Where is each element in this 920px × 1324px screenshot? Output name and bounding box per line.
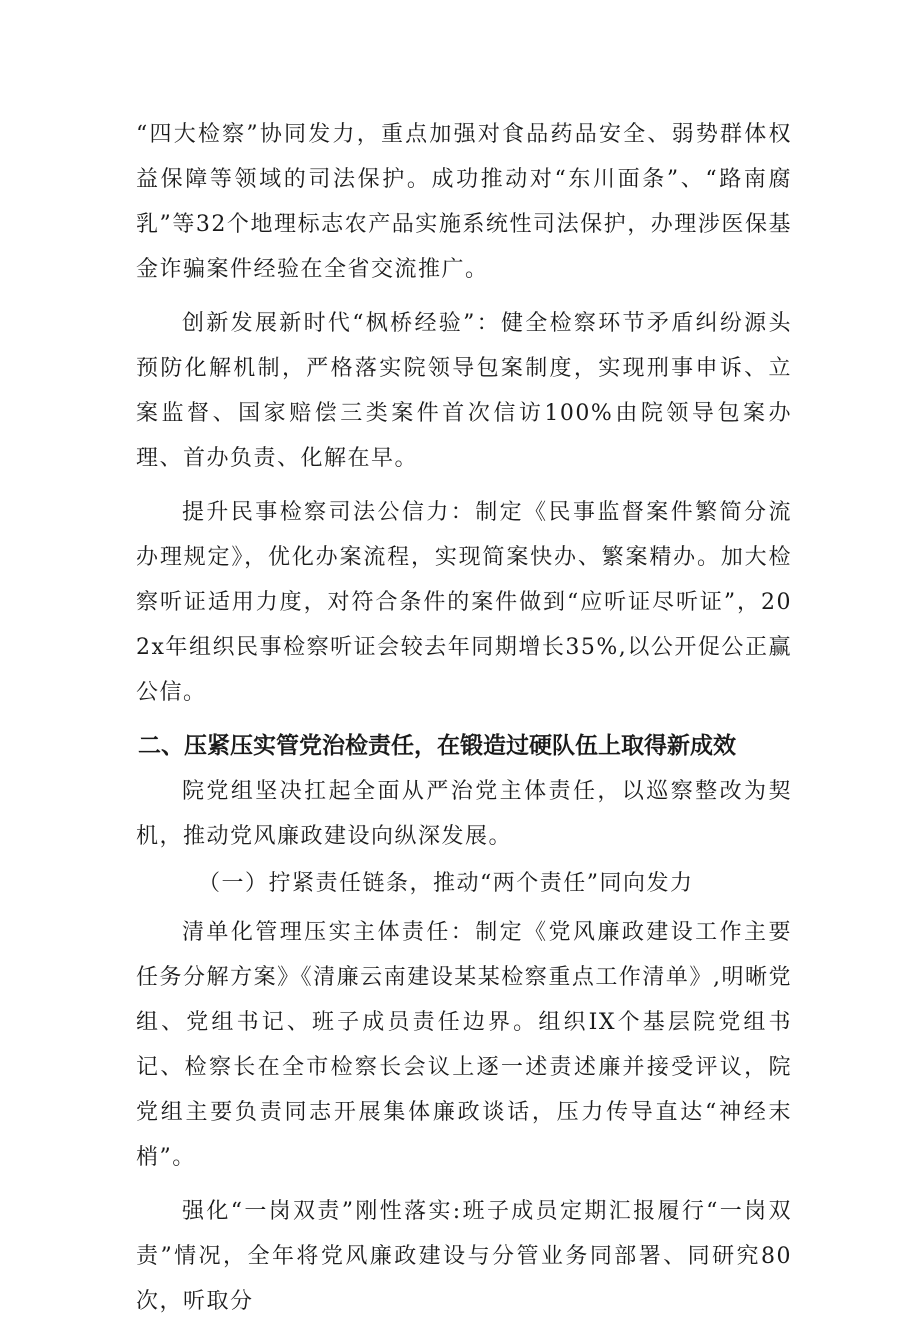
paragraph-one-post-two-duties: 强化“一岗双责”刚性落实:班子成员定期汇报履行“一岗双责”情况，全年将党风廉政建设与分管业务同部署、同研究80次，听取分 (136, 1199, 792, 1314)
document-body (136, 112, 792, 1324)
paragraph-fengqiao-experience: 创新发展新时代“枫桥经验”：健全检察环节矛盾纠纷源头预防化解机制，严格落实院领导包案制度，实现刑事申诉、立案监督、国家赔偿三类案件首次信访100%由院领导包案办理、首办负责、化解在早。 (136, 311, 792, 471)
paragraph-civil-procuratorial-credibility: 提升民事检察司法公信力：制定《民事监督案件繁简分流办理规定》，优化办案流程，实现简案快办、繁案精办。加大检察听证适用力度，对符合条件的案件做到“应听证尽听证”，202x年组织民事检察听证会较去年同期增长35%,以公开促公正赢公信。 (136, 500, 792, 705)
section-heading: 二、压紧压实管党治检责任，在锻造过硬队伍上取得新成效 (138, 733, 736, 759)
section-intro-paragraph: 院党组坚决扛起全面从严治党主体责任，以巡察整改为契机，推动党风廉政建设向纵深发展。 (136, 779, 792, 849)
paragraph-list-management: 清单化管理压实主体责任：制定《党风廉政建设工作主要任务分解方案》《清廉云南建设某某检察重点工作清单》,明晰党组、党组书记、班子成员责任边界。组织IX个基层院党组书记、检察长在全市检察长会议上逐一述责述廉并接受评议，院党组主要负责同志开展集体廉政谈话，压力传导直达“神经末梢”。 (136, 920, 792, 1170)
subsection-heading: （一）拧紧责任链条，推动“两个责任”同向发力 (198, 871, 694, 896)
paragraph-four-procuratorates: “四大检察”协同发力，重点加强对食品药品安全、弱势群体权益保障等领域的司法保护。成功推动对“东川面条”、“路南腐乳”等32个地理标志农产品实施系统性司法保护，办理涉医保基金诈骗案件经验在全省交流推广。 (136, 122, 792, 282)
